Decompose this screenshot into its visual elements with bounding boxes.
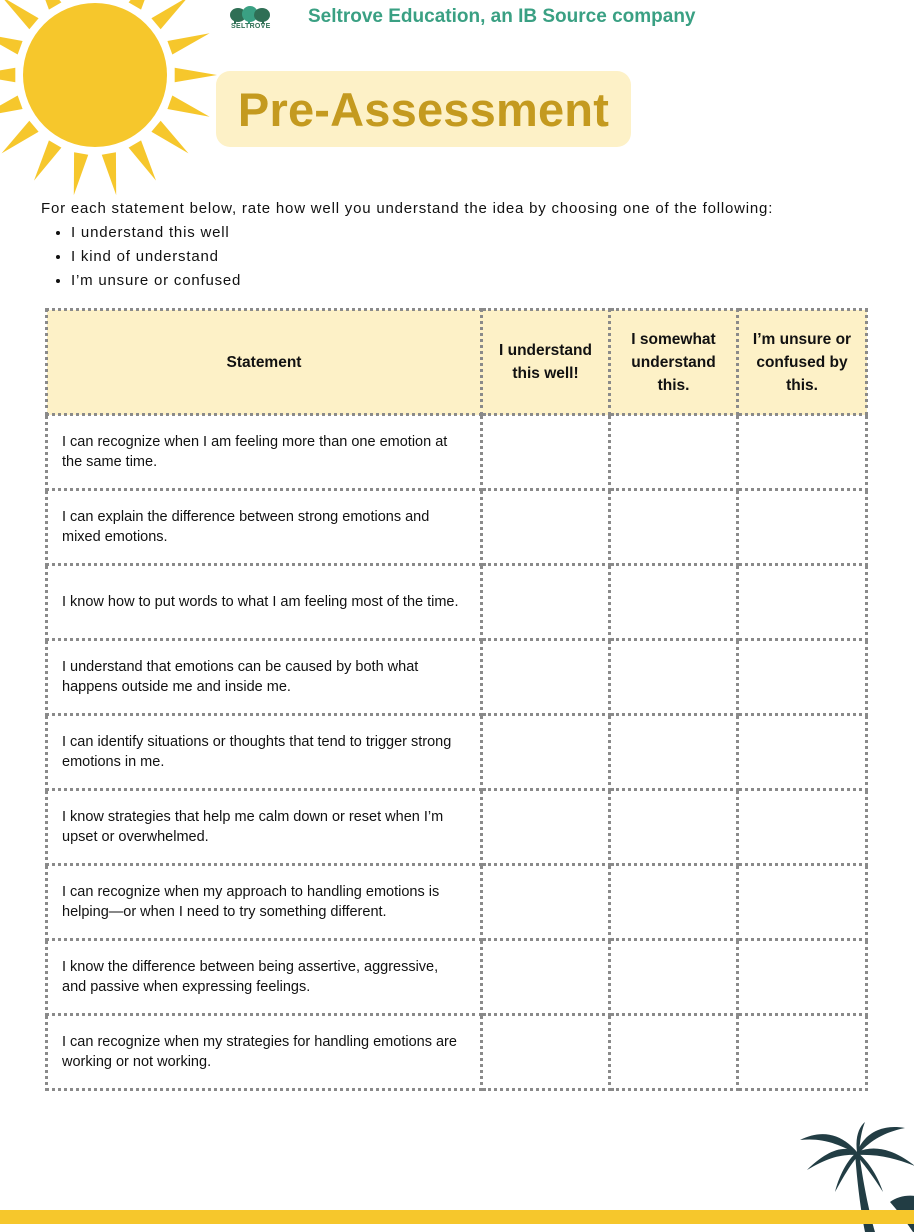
table-row	[47, 565, 867, 640]
rating-cell-somewhat[interactable]	[610, 790, 738, 865]
page-title: Pre-Assessment	[237, 82, 610, 136]
rating-cell-unsure[interactable]	[738, 715, 867, 790]
rating-cell-well[interactable]	[482, 1015, 610, 1090]
rating-cell-somewhat[interactable]	[610, 1015, 738, 1090]
option-item: • I understand this well	[71, 221, 773, 245]
rating-cell-well[interactable]	[482, 640, 610, 715]
rating-cell-unsure[interactable]	[738, 865, 867, 940]
table-row	[47, 1015, 867, 1090]
options-list	[41, 221, 773, 293]
rating-cell-somewhat[interactable]	[610, 415, 738, 490]
rating-cell-well[interactable]	[482, 490, 610, 565]
rating-cell-somewhat[interactable]	[610, 940, 738, 1015]
company-name: Seltrove Education, an IB Source company	[308, 6, 696, 27]
rating-cell-well[interactable]	[482, 940, 610, 1015]
table-row	[47, 490, 867, 565]
statement-cell: I understand that emotions can be caused by both what happens outside me and inside me.	[47, 640, 482, 715]
option-item: • I’m unsure or confused	[71, 269, 773, 293]
rating-cell-unsure[interactable]	[738, 940, 867, 1015]
header-somewhat-understand: I somewhat understand this.	[610, 310, 738, 415]
rating-cell-unsure[interactable]	[738, 640, 867, 715]
rating-cell-somewhat[interactable]	[610, 715, 738, 790]
table-row	[47, 715, 867, 790]
rating-cell-well[interactable]	[482, 565, 610, 640]
title-banner	[216, 71, 631, 147]
statement-cell: I can identify situations or thoughts that tend to trigger strong emotions in me.	[47, 715, 482, 790]
instructions	[41, 200, 773, 293]
rating-cell-unsure[interactable]	[738, 490, 867, 565]
table-row	[47, 790, 867, 865]
statement-cell: I can recognize when my approach to handling emotions is helping—or when I need to try something different.	[47, 865, 482, 940]
rating-cell-well[interactable]	[482, 715, 610, 790]
statement-cell: I know the difference between being assertive, aggressive, and passive when expressing feelings.	[47, 940, 482, 1015]
statement-cell: I know how to put words to what I am feeling most of the time.	[47, 565, 482, 640]
option-item: • I kind of understand	[71, 245, 773, 269]
rating-cell-unsure[interactable]	[738, 790, 867, 865]
header-understand-well: I understand this well!	[482, 310, 610, 415]
statement-cell: I know strategies that help me calm down or reset when I’m upset or overwhelmed.	[47, 790, 482, 865]
rating-cell-unsure[interactable]	[738, 415, 867, 490]
assessment-table	[45, 308, 868, 1091]
rating-cell-well[interactable]	[482, 790, 610, 865]
table-row	[47, 940, 867, 1015]
rating-cell-somewhat[interactable]	[610, 490, 738, 565]
table-row	[47, 640, 867, 715]
instructions-intro: For each statement below, rate how well you understand the idea by choosing one of the following:	[41, 200, 774, 217]
header-statement: Statement	[47, 310, 482, 415]
rating-cell-well[interactable]	[482, 415, 610, 490]
table-row	[47, 415, 867, 490]
table-row	[47, 865, 867, 940]
table-header-row	[47, 310, 867, 415]
statement-cell: I can explain the difference between strong emotions and mixed emotions.	[47, 490, 482, 565]
rating-cell-unsure[interactable]	[738, 565, 867, 640]
rating-cell-well[interactable]	[482, 865, 610, 940]
statement-cell: I can recognize when my strategies for handling emotions are working or not working.	[47, 1015, 482, 1090]
statement-cell: I can recognize when I am feeling more than one emotion at the same time.	[47, 415, 482, 490]
rating-cell-unsure[interactable]	[738, 1015, 867, 1090]
sun-icon	[0, 0, 220, 200]
rating-cell-somewhat[interactable]	[610, 865, 738, 940]
header-unsure: I’m unsure or confused by this.	[738, 310, 867, 415]
rating-cell-somewhat[interactable]	[610, 640, 738, 715]
rating-cell-somewhat[interactable]	[610, 565, 738, 640]
logo-text: SELTROVE	[231, 23, 271, 30]
bottom-bar	[0, 1210, 914, 1224]
